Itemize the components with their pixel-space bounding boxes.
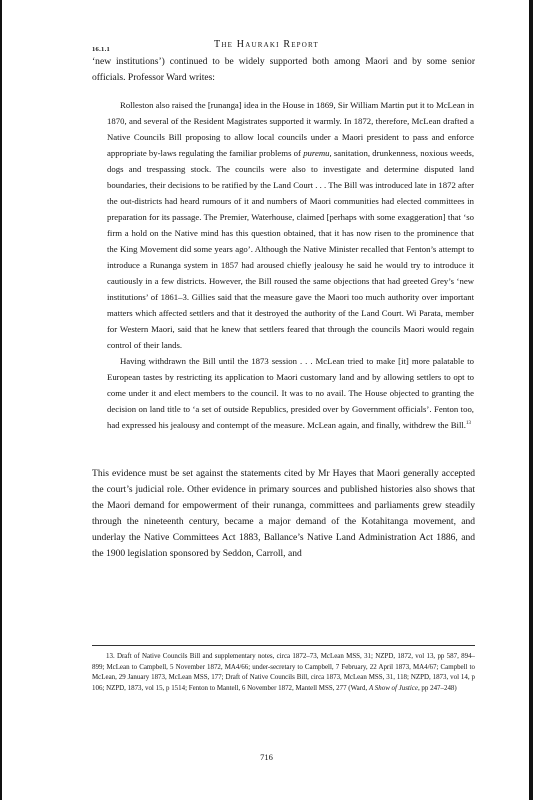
footnote-reference: 13: [465, 421, 471, 426]
running-head: The Hauraki Report: [214, 39, 319, 50]
scan-edge-right: [529, 0, 533, 800]
footnote-number: 13.: [106, 652, 115, 660]
quote-paragraph-2: [107, 353, 474, 433]
quote-paragraph-1-start: Rolleston also raised the [runanga] idea in the House in 1869, Sir William Martin put it to McLean in 1870, and several of the Resident Magistrates supported it warmly. In 1872, therefore, McLean drafted a Native Councils Bill proposing to allow local councils under a Maori president to pass and enforce appropriate by-laws regulating the familiar problems of: [107, 100, 474, 158]
footnote-rule: [92, 645, 475, 646]
footnote-text-end: , pp 247–248): [417, 683, 457, 692]
footnote: [92, 651, 475, 693]
footnote-text: Draft of Native Councils Bill and supplementary notes, circa 1872–73, McLean MSS, 31; NZPD, 1872, vol 13, pp 587, 894–899; McLean to Campbell, 5 November 1872, MA4/66; under-secretary to Campbell, 7 February, 22 April 1873, MA4/67; Campbell to McLean, 29 January 1873, McLean MSS, 177; Draft of Native Councils Bill, circa 1873, McLean MSS, 31, 118; NZPD, 1873, vol 14, p 106; NZPD, 1873, vol 15, p 1514; Fenton to Mantell, 6 November 1872, Mantell MSS, 277 (Ward,: [92, 652, 476, 692]
quote-paragraph-1-end: , sanitation, drunkenness, noxious weeds, dogs and trespassing stock. The councils were also to investigate and determine disputed land boundaries, their decisions to be ratified by the Land Court . . . The Bill was introduced late in 1872 after the out-districts had heard rumours of it and numbers of Maori communities had elected committees in preparation for its passage. The Premier, Waterhouse, claimed [perhaps with some exaggeration] that ‘so firm a hold on the Native mind has this question obtained, that it has now risen to the prominence that the King Movement did some years ago’. Although the Native Minister recalled that Fenton’s attempt to introduce a Runanga system in 1857 had aroused chiefly jealousy he said he would try to introduce it cautiously in a few districts. However, the Bill roused the same objections that had greeted Grey’s ‘new institutions’ of 1861–3. Gillies said that the measure gave the Maori too much authority over important matters which affected settlers and that it destroyed the authority of the Land Court. Wi Parata, member for Western Maori, said that he knew that settlers feared that through the councils Maori would regain control of their lands.: [107, 148, 475, 350]
section-number: 16.1.1: [92, 46, 111, 53]
scan-edge-left: [0, 0, 2, 800]
page-number: 716: [260, 752, 273, 762]
intro-paragraph: ‘new institutions’) continued to be widely supported both among Maori and by some senior officials. Professor Ward writes:: [92, 56, 475, 83]
footnote-book-title: A Show of Justice: [368, 683, 418, 692]
quote-italic-puremu: puremu: [303, 148, 330, 158]
quote-paragraph-1: [107, 97, 474, 353]
intro-paragraph-block: [92, 54, 475, 86]
quote-paragraph-2-text: Having withdrawn the Bill until the 1873 session . . . McLean tried to make [it] more palatable to European tastes by restricting its application to Maori customary land and by allowing settlers to opt to come under it and elect members to the council. It was to no avail. The House objected to granting the decision on land title to ‘a set of outside Republics, presided over by Government officials’. Fenton too, had expressed his jealousy and contempt of the measure. McLean again, and finally, withdrew the Bill.: [107, 356, 474, 430]
block-quote: [107, 97, 474, 433]
closing-paragraph-block: [92, 466, 475, 562]
closing-paragraph: This evidence must be set against the statements cited by Mr Hayes that Maori generally accepted the court’s judicial role. Other evidence in primary sources and published histories also shows that the Maori demand for empowerment of their runanga, committees and parliaments grew steadily through the nineteenth century, became a major demand of the Kotahitanga movement, and underlay the Native Committees Act 1883, Ballance’s Native Land Administration Act 1886, and the 1900 legislation sponsored by Seddon, Carroll, and: [92, 468, 475, 559]
